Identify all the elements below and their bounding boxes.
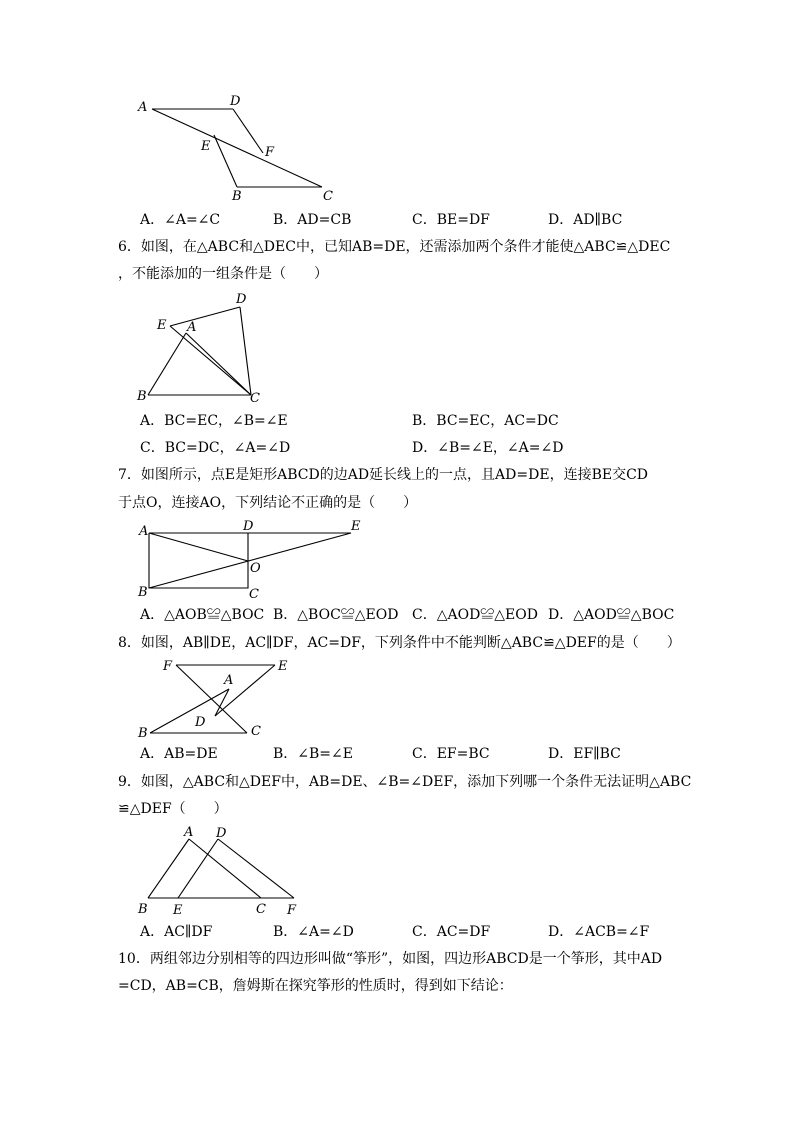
q9-label-d: D bbox=[216, 826, 227, 841]
q10-stem-line1: 10．两组邻边分别相等的四边形叫做“筝形”，如图，四边形ABCD是一个筝形，其中AD bbox=[118, 951, 663, 967]
q5-label-e: E bbox=[201, 139, 211, 154]
q5-option-b[interactable]: B．AD=CB bbox=[273, 212, 352, 228]
q6-label-d: D bbox=[236, 292, 247, 307]
q7-label-d: D bbox=[243, 519, 254, 534]
q9-option-b[interactable]: B．∠A=∠D bbox=[273, 924, 354, 940]
q7-label-b: B bbox=[138, 585, 148, 600]
q9-figure bbox=[132, 822, 312, 918]
q7-stem-line2: 于点O，连接AO，下列结论不正确的是（ ） bbox=[118, 495, 418, 511]
q9-option-d[interactable]: D．∠ACB=∠F bbox=[548, 924, 650, 940]
q7-option-a[interactable]: A．△AOB≌△BOC bbox=[140, 607, 265, 623]
q9-label-e: E bbox=[173, 903, 183, 918]
q5-option-a[interactable]: A．∠A=∠C bbox=[140, 212, 221, 228]
q8-label-b: B bbox=[138, 726, 148, 741]
q7-stem-line1: 7．如图所示，点E是矩形ABCD的边AD延长线上的一点，且AD=DE，连接BE交CD bbox=[118, 467, 649, 483]
q9-option-c[interactable]: C．AC=DF bbox=[412, 924, 491, 940]
q6-option-a[interactable]: A．BC=EC，∠B=∠E bbox=[140, 413, 288, 429]
q6-option-c[interactable]: C．BC=DC，∠A=∠D bbox=[140, 440, 291, 456]
q9-stem-line1: 9．如图，△ABC和△DEF中，AB=DE、∠B=∠DEF，添加下列哪一个条件无法证明△ABC bbox=[118, 774, 692, 790]
q8-figure bbox=[132, 655, 292, 740]
q7-figure bbox=[132, 516, 372, 602]
q9-label-c: C bbox=[256, 902, 266, 917]
q7-option-d[interactable]: D．△AOD≌△BOC bbox=[548, 607, 675, 623]
q8-label-e: E bbox=[278, 659, 288, 674]
q9-label-b: B bbox=[138, 902, 148, 917]
q6-figure bbox=[132, 290, 282, 408]
q5-label-b: B bbox=[232, 189, 242, 204]
q7-label-e: E bbox=[351, 519, 361, 534]
q6-label-a: A bbox=[187, 320, 197, 335]
q7-option-c[interactable]: C．△AOD≌△EOD bbox=[412, 607, 538, 623]
q6-option-b[interactable]: B．BC=EC，AC=DC bbox=[412, 413, 559, 429]
q5-figure bbox=[130, 92, 350, 207]
q8-label-d: D bbox=[195, 715, 206, 730]
q5-option-c[interactable]: C．BE=DF bbox=[412, 212, 490, 228]
q8-option-b[interactable]: B．∠B=∠E bbox=[273, 746, 353, 762]
q10-stem-line2: =CD，AB=CB，詹姆斯在探究筝形的性质时，得到如下结论： bbox=[118, 978, 513, 994]
q6-label-c: C bbox=[250, 391, 260, 406]
q7-label-a: A bbox=[139, 524, 149, 539]
q8-option-a[interactable]: A．AB=DE bbox=[140, 746, 218, 762]
q8-label-f: F bbox=[163, 659, 173, 674]
q9-stem-line2: ≌△DEF（ ） bbox=[118, 801, 228, 817]
q8-option-c[interactable]: C．EF=BC bbox=[412, 746, 490, 762]
q8-label-a: A bbox=[224, 673, 234, 688]
q7-option-b[interactable]: B．△BOC≌△EOD bbox=[273, 607, 399, 623]
q5-label-d: D bbox=[230, 94, 241, 109]
q9-label-f: F bbox=[287, 903, 297, 918]
q5-label-c: C bbox=[323, 189, 333, 204]
q8-stem-line1: 8．如图，AB∥DE，AC∥DF，AC=DF，下列条件中不能判断△ABC≌△DEF的是（ ） bbox=[118, 635, 681, 651]
q7-label-c: C bbox=[249, 587, 259, 602]
q9-label-a: A bbox=[184, 825, 194, 840]
q6-option-d[interactable]: D．∠B=∠E，∠A=∠D bbox=[412, 440, 564, 456]
q5-label-f: F bbox=[265, 145, 275, 160]
q6-label-e: E bbox=[157, 318, 167, 333]
q8-label-c: C bbox=[251, 724, 261, 739]
q5-label-a: A bbox=[138, 100, 148, 115]
q6-label-b: B bbox=[137, 389, 147, 404]
q7-label-o: O bbox=[250, 561, 261, 576]
q6-stem-line2: ，不能添加的一组条件是（ ） bbox=[118, 266, 328, 282]
q6-stem-line1: 6．如图，在△ABC和△DEC中，已知AB=DE，还需添加两个条件才能使△ABC≌△DEC bbox=[118, 239, 671, 255]
q8-option-d[interactable]: D．EF∥BC bbox=[548, 746, 621, 762]
q5-option-d[interactable]: D．AD∥BC bbox=[548, 212, 623, 228]
q9-option-a[interactable]: A．AC∥DF bbox=[140, 924, 213, 940]
